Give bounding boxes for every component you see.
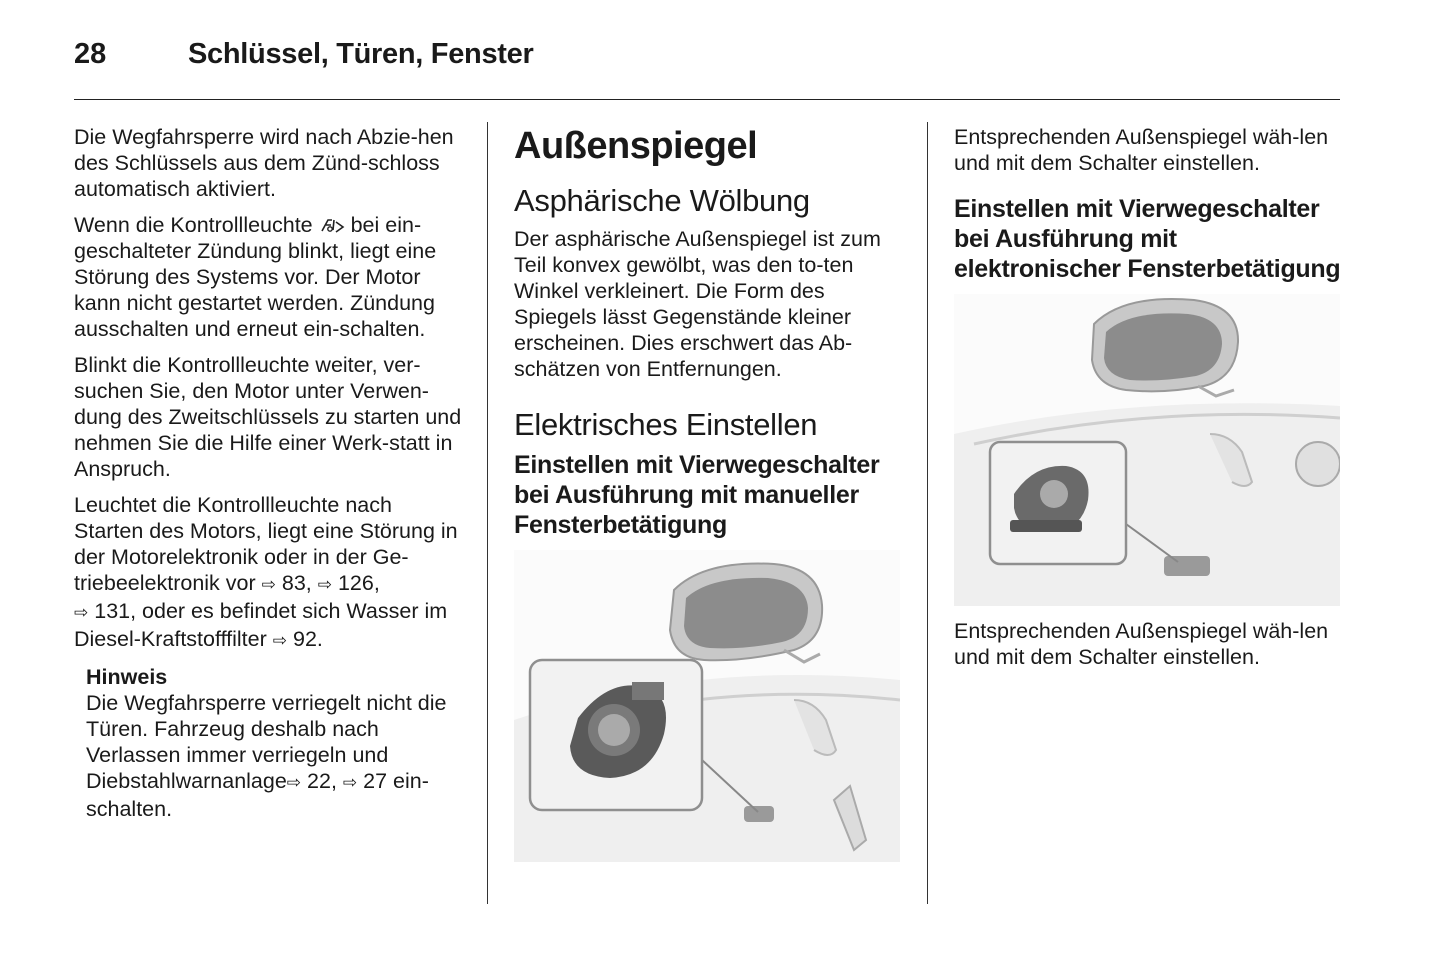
column-left <box>74 124 466 832</box>
paragraph-select-mirror-1: Entsprechenden Außenspiegel wäh-len und mit dem Schalter einstellen. <box>954 125 1329 175</box>
paragraph-select-mirror-2: Entsprechenden Außenspiegel wäh-len und mit dem Schalter einstellen. <box>954 619 1329 669</box>
note-title: Hinweis <box>86 665 168 689</box>
heading-electronic-windows: Einstellen mit Vierwegeschalter bei Ausführung mit elektronischer Fensterbetätigung <box>954 195 1341 283</box>
arrow-reference-icon: ⇨ <box>74 603 89 622</box>
paragraph-immobilizer: Die Wegfahrsperre wird nach Abzie-hen des Schlüssels aus dem Zünd-schloss automatisch aktiviert. <box>74 125 454 201</box>
arrow-reference-icon: ⇨ <box>342 773 358 792</box>
arrow-reference-icon: ⇨ <box>272 631 287 650</box>
page-ref[interactable]: 92 <box>292 627 317 651</box>
page-ref[interactable]: 131 <box>94 599 131 623</box>
note-box <box>86 664 466 822</box>
subsection-aspheric: Asphärische Wölbung <box>514 183 810 218</box>
mirror-switch-illustration <box>514 550 900 862</box>
paragraph-blinking: Blinkt die Kontrollleuchte weiter, ver-suchen Sie, den Motor unter Verwen-dung des Zweitschlüssels zu starten und nehmen Sie die Hilfe einer Werk-statt in Anspruch. <box>74 353 462 481</box>
page-ref[interactable]: 126 <box>337 571 374 595</box>
arrow-reference-icon: ⇨ <box>261 575 276 594</box>
page-number: 28 <box>74 38 107 70</box>
paragraph-aspheric: Der asphärische Außenspiegel ist zum Teil konvex gewölbt, was den to-ten Winkel verkleinert. Die Form des Spiegels lässt Gegenstände kleiner erscheinen. Dies erschwert das Ab-schätzen von Entfernungen. <box>514 227 881 381</box>
chapter-title: Schlüssel, Türen, Fenster <box>188 38 534 70</box>
page-ref[interactable]: 22 <box>307 769 331 793</box>
column-middle <box>514 124 906 862</box>
paragraph-control-light: Wenn die Kontrollleuchte bei ein-geschalteter Zündung blinkt, liegt eine Störung des Systems vor. Der Motor kann nicht gestartet werden. Zündung ausschalten und erneut ein-schalten. <box>74 213 437 341</box>
section-title: Außenspiegel <box>514 125 758 167</box>
arrow-reference-icon: ⇨ <box>286 773 302 792</box>
page-header <box>74 36 1340 100</box>
subsection-electric: Elektrisches Einstellen <box>514 407 818 442</box>
column-divider-2 <box>927 122 928 904</box>
arrow-reference-icon: ⇨ <box>317 575 332 594</box>
column-right <box>954 124 1346 680</box>
mirror-switch-electronic-illustration <box>954 294 1340 606</box>
page-ref[interactable]: 27 <box>363 769 388 793</box>
header-divider <box>74 99 1340 100</box>
page-ref[interactable]: 83 <box>281 571 306 595</box>
note-text: Die Wegfahrsperre verriegelt nicht die Türen. Fahrzeug deshalb nach Verlassen immer verriegeln und Diebstahlwarnanlage⇨ 22, ⇨ 27 ein-schalten. <box>86 691 447 821</box>
immobilizer-key-icon <box>319 215 345 235</box>
column-divider-1 <box>487 122 488 904</box>
paragraph-engine-electronics: Leuchtet die Kontrollleuchte nach Starten des Motors, liegt eine Störung in der Motorelektronik oder in der Ge-triebeelektronik vor ⇨ 83, ⇨ 126, ⇨ 131, oder es befindet sich Wasser im Diesel-Kraftstofffilter ⇨ 92. <box>74 493 458 651</box>
heading-manual-windows: Einstellen mit Vierwegeschalter bei Ausführung mit manueller Fensterbetätigung <box>514 451 880 539</box>
